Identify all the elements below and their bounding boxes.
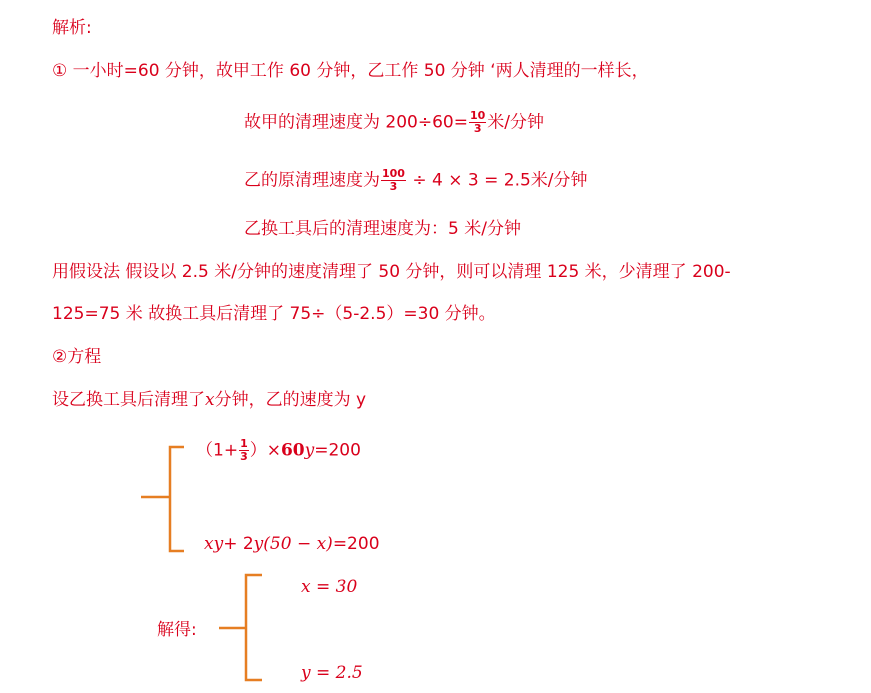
assumption-line-1: 用假设法 假设以 2.5 米/分钟的速度清理了 50 分钟，则可以清理 125 米，少清理了 200- xyxy=(52,262,731,282)
assumption-line-2: 125=75 米 故换工具后清理了 75÷（5-2.5）=30 分钟。 xyxy=(52,304,496,324)
jia-speed-unit: 米/分钟 xyxy=(487,112,545,133)
fraction-denominator: 3 xyxy=(473,122,482,135)
part1-intro: ① 一小时=60 分钟，故甲工作 60 分钟，乙工作 50 分钟 ‘两人清理的一样长， xyxy=(52,61,649,81)
part2-title: ②方程 xyxy=(52,347,102,367)
solution-x: x = 30 xyxy=(301,577,358,597)
system-brace xyxy=(138,444,188,556)
section-title: 解析: xyxy=(52,18,92,38)
jia-speed-fraction xyxy=(469,110,486,135)
eq2-lhs: xy xyxy=(204,534,224,554)
yi-original-speed-line xyxy=(244,168,588,193)
yi-speed-fraction xyxy=(381,168,406,193)
eq1-rhs: =200 xyxy=(314,440,361,461)
fraction-numerator: 10 xyxy=(469,109,486,122)
solve-label: 解得: xyxy=(157,620,197,640)
eq1-open: （1+ xyxy=(196,440,239,461)
equation-setup-line xyxy=(52,389,366,411)
setup-prefix: 设乙换工具后清理了 xyxy=(52,390,205,410)
equation-2 xyxy=(204,533,380,555)
fraction-denominator: 3 xyxy=(389,180,398,193)
fraction-numerator: 1 xyxy=(240,437,248,450)
eq2-paren: y(50 − x) xyxy=(253,534,333,554)
fraction-numerator: 100 xyxy=(382,167,405,180)
setup-variable: x xyxy=(205,390,215,410)
jia-speed-prefix: 故甲的清理速度为 200÷60= xyxy=(244,112,468,133)
eq2-mid: + 2 xyxy=(223,534,254,554)
eq1-variable: y xyxy=(304,440,315,461)
jia-speed-line xyxy=(244,110,544,135)
equation-1 xyxy=(196,438,361,463)
eq1-number: 60 xyxy=(280,440,305,461)
solution-y: y = 2.5 xyxy=(301,663,363,683)
eq1-close: ）× xyxy=(249,440,281,461)
fraction-denominator: 3 xyxy=(240,450,248,463)
yi-speed-prefix: 乙的原清理速度为 xyxy=(244,170,380,191)
eq1-fraction xyxy=(239,438,249,463)
eq2-rhs: =200 xyxy=(332,534,380,554)
setup-suffix: 分钟，乙的速度为 y xyxy=(214,390,367,410)
yi-new-speed-line: 乙换工具后的清理速度为：5 米/分钟 xyxy=(244,219,521,239)
solution-brace xyxy=(216,572,266,684)
yi-speed-expression: ÷ 4 × 3 = 2.5米/分钟 xyxy=(406,170,588,191)
